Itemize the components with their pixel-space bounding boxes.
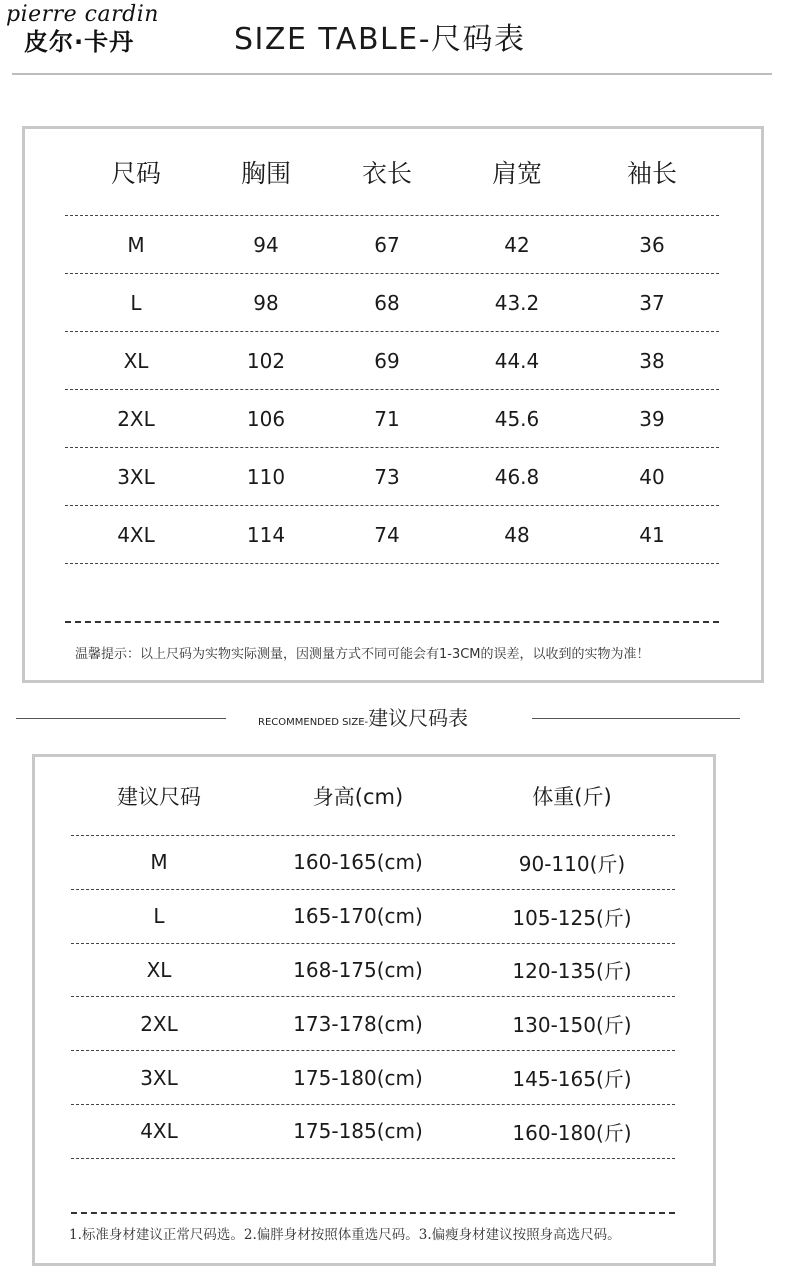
table-row	[71, 997, 675, 1051]
cell-height: 173-178(cm)	[293, 1011, 423, 1036]
cell-size: 4XL	[140, 1119, 178, 1144]
size-table-header	[65, 129, 719, 216]
brand-script-name: pierre cardin	[6, 2, 159, 27]
table-row	[65, 274, 719, 332]
table-row	[65, 448, 719, 506]
cell-size: XL	[123, 348, 149, 373]
header-weight: 体重(斤)	[532, 785, 612, 809]
size-table	[65, 129, 719, 623]
cell-shoulder: 45.6	[494, 406, 540, 431]
cell-size: 2XL	[117, 406, 155, 431]
cell-weight: 105-125(斤)	[512, 905, 632, 930]
table-row	[65, 332, 719, 390]
cell-sleeve: 37	[639, 290, 665, 315]
recommended-title	[258, 702, 468, 731]
cell-length: 74	[374, 522, 400, 547]
cell-chest: 102	[246, 348, 286, 373]
cell-sleeve: 40	[639, 464, 665, 489]
recommended-section-title	[0, 700, 790, 734]
table-row	[71, 890, 675, 944]
recommended-table-panel	[32, 754, 716, 1266]
cell-length: 67	[374, 232, 400, 257]
page-title: SIZE TABLE-尺码表	[234, 22, 526, 57]
cell-shoulder: 42	[504, 232, 530, 257]
cell-shoulder: 48	[504, 522, 530, 547]
table-row	[65, 390, 719, 448]
cell-shoulder: 43.2	[494, 290, 540, 315]
table-empty-row	[71, 1159, 675, 1214]
cell-chest: 114	[246, 522, 286, 547]
brand-logo	[6, 2, 186, 56]
cell-height: 175-180(cm)	[293, 1065, 423, 1090]
cell-height: 160-165(cm)	[293, 850, 423, 875]
cell-size: 4XL	[117, 522, 155, 547]
cell-chest: 98	[253, 290, 279, 315]
cell-size: XL	[146, 957, 172, 982]
cell-chest: 94	[253, 232, 279, 257]
header-suggested-size: 建议尺码	[117, 785, 201, 809]
cell-size: M	[127, 232, 145, 257]
cell-weight: 130-150(斤)	[512, 1013, 632, 1038]
header-chest: 胸围	[240, 159, 291, 188]
table-row	[65, 506, 719, 564]
header-height: 身高(cm)	[312, 785, 404, 809]
measurement-note: 温馨提示：以上尺码为实物实际测量，因测量方式不同可能会有1-3CM的误差，以收到的实物为准！	[75, 647, 650, 662]
header-size: 尺码	[110, 159, 161, 188]
cell-size: M	[150, 850, 168, 875]
header-divider	[12, 73, 772, 75]
table-row	[71, 1051, 675, 1105]
recommended-table-header	[71, 757, 675, 836]
brand-chinese-name: 皮尔·卡丹	[24, 28, 135, 56]
table-row	[71, 1105, 675, 1159]
title-divider-right	[532, 718, 740, 719]
cell-chest: 106	[246, 406, 286, 431]
table-row	[65, 216, 719, 274]
recommended-title-en: RECOMMENDED SIZE-	[258, 717, 369, 728]
cell-weight: 120-135(斤)	[512, 959, 632, 984]
cell-height: 168-175(cm)	[293, 957, 423, 982]
cell-weight: 145-165(斤)	[512, 1067, 632, 1092]
table-empty-row	[65, 564, 719, 623]
cell-length: 73	[374, 464, 400, 489]
cell-shoulder: 44.4	[494, 348, 540, 373]
cell-weight: 90-110(斤)	[518, 851, 626, 876]
cell-sleeve: 36	[639, 232, 665, 257]
cell-size: 2XL	[140, 1011, 178, 1036]
recommended-title-cn: 建议尺码表	[368, 706, 469, 730]
cell-chest: 110	[246, 464, 286, 489]
cell-length: 68	[374, 290, 400, 315]
cell-height: 175-185(cm)	[293, 1119, 423, 1144]
recommendation-note: 1.标准身材建议正常尺码选。2.偏胖身材按照体重选尺码。3.偏瘦身材建议按照身高选尺码。	[69, 1227, 621, 1243]
cell-size: L	[130, 290, 142, 315]
cell-sleeve: 41	[639, 522, 665, 547]
cell-size: 3XL	[140, 1065, 178, 1090]
header-length: 衣长	[361, 159, 412, 188]
cell-size: 3XL	[117, 464, 155, 489]
cell-shoulder: 46.8	[494, 464, 540, 489]
cell-weight: 160-180(斤)	[512, 1120, 632, 1145]
table-row	[71, 836, 675, 890]
recommended-table	[71, 757, 675, 1214]
cell-length: 69	[374, 348, 400, 373]
cell-length: 71	[374, 406, 400, 431]
title-divider-left	[16, 718, 226, 719]
cell-size: L	[153, 904, 165, 929]
header-sleeve: 袖长	[626, 159, 677, 188]
table-row	[71, 944, 675, 998]
cell-height: 165-170(cm)	[293, 904, 423, 929]
cell-sleeve: 39	[639, 406, 665, 431]
cell-sleeve: 38	[639, 348, 665, 373]
size-table-panel	[22, 126, 764, 683]
header-shoulder: 肩宽	[491, 159, 542, 188]
